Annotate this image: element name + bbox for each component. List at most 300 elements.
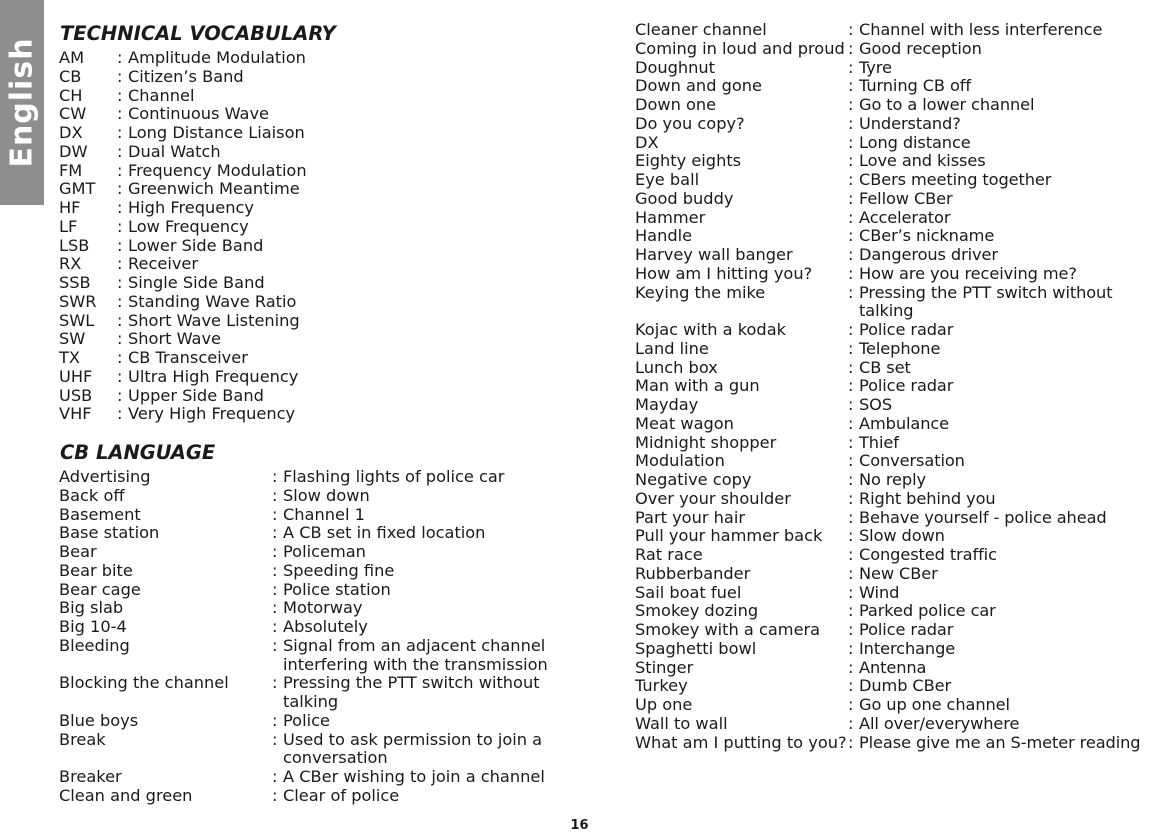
glossary-term: Kojac with a kodak — [635, 320, 786, 339]
glossary-definition: Accelerator — [859, 207, 951, 227]
glossary-separator: : — [848, 57, 854, 77]
glossary-term: Eye ball — [635, 170, 700, 189]
glossary-term: GMT — [59, 179, 96, 199]
glossary-entry — [59, 218, 328, 237]
glossary-separator: : — [848, 582, 854, 602]
glossary-entry — [59, 543, 588, 562]
glossary-term: CB — [59, 66, 82, 86]
glossary-term: Blue boys — [59, 710, 139, 730]
glossary-separator: : — [848, 395, 854, 414]
glossary-entry — [635, 209, 1159, 228]
glossary-separator: : — [848, 95, 854, 114]
glossary-term: UHF — [59, 366, 93, 386]
glossary-term: Clean and green — [59, 785, 193, 805]
glossary-definition: High Frequency — [128, 198, 254, 217]
glossary-entry — [59, 562, 588, 581]
glossary-separator: : — [848, 657, 854, 677]
glossary-definition: Channel — [128, 85, 195, 105]
glossary-term: Wall to wall — [635, 713, 728, 733]
glossary-separator: : — [117, 179, 123, 199]
glossary-separator: : — [848, 38, 854, 58]
glossary-term: FM — [59, 160, 83, 180]
glossary-entry — [635, 171, 1159, 190]
glossary-entry — [59, 255, 328, 274]
glossary-entry — [635, 340, 1159, 359]
glossary-entry — [635, 227, 1159, 246]
glossary-entry — [59, 674, 588, 712]
glossary-entry — [635, 59, 1159, 78]
glossary-term: Part your hair — [635, 507, 745, 527]
glossary-separator: : — [848, 638, 854, 658]
glossary-entry — [635, 715, 1159, 734]
glossary-entry — [59, 330, 328, 349]
glossary-separator: : — [848, 695, 854, 714]
glossary-entry — [635, 602, 1159, 621]
glossary-term: AM — [59, 48, 85, 67]
glossary-separator: : — [272, 523, 278, 543]
glossary-term: VHF — [59, 404, 92, 424]
glossary-term: Down one — [635, 95, 717, 114]
glossary-term: DX — [59, 123, 83, 142]
glossary-definition: Antenna — [859, 657, 927, 677]
glossary-definition: Pressing the PTT switch without talking — [283, 673, 540, 711]
glossary-entry — [635, 396, 1159, 415]
glossary-separator: : — [848, 320, 854, 339]
glossary-term: Turkey — [635, 676, 688, 696]
glossary-definition: Ultra High Frequency — [128, 366, 299, 386]
glossary-entry — [635, 640, 1159, 659]
glossary-definition: CB Transceiver — [128, 348, 248, 367]
glossary-separator: : — [848, 188, 854, 208]
glossary-separator: : — [848, 563, 854, 583]
glossary-separator: : — [117, 85, 123, 105]
glossary-entry — [59, 274, 328, 293]
glossary-definition: Receiver — [128, 254, 199, 274]
glossary-separator: : — [272, 504, 278, 524]
glossary-definition: Tyre — [859, 57, 892, 77]
glossary-definition: Long distance — [859, 132, 971, 152]
glossary-separator: : — [848, 357, 854, 377]
glossary-entry — [635, 359, 1159, 378]
glossary-separator: : — [848, 20, 854, 39]
glossary-term: Advertising — [59, 467, 151, 486]
glossary-definition: A CBer wishing to join a channel — [283, 767, 545, 786]
glossary-term: Sail boat fuel — [635, 582, 742, 602]
glossary-separator: : — [117, 385, 123, 405]
glossary-separator: : — [848, 470, 854, 489]
glossary-definition: Telephone — [859, 338, 941, 358]
glossary-entry — [59, 581, 588, 600]
glossary-term: SSB — [59, 273, 91, 292]
glossary-entry — [59, 293, 328, 312]
glossary-entry — [635, 734, 1159, 753]
glossary-term: CH — [59, 85, 83, 105]
glossary-term: LSB — [59, 235, 90, 255]
glossary-separator: : — [848, 76, 854, 96]
glossary-definition: A CB set in fixed location — [283, 523, 486, 543]
glossary-term: Lunch box — [635, 357, 718, 377]
glossary-entry — [635, 659, 1159, 678]
glossary-entry — [59, 180, 328, 199]
glossary-separator: : — [117, 123, 123, 142]
glossary-entry — [635, 377, 1159, 396]
glossary-separator: : — [117, 48, 123, 67]
glossary-term: Doughnut — [635, 57, 716, 77]
glossary-definition: No reply — [859, 470, 926, 489]
glossary-definition: Citizen’s Band — [128, 66, 244, 86]
glossary-definition: Short Wave — [128, 329, 222, 349]
glossary-entry — [635, 621, 1159, 640]
glossary-term: Break — [59, 729, 106, 749]
glossary-separator: : — [848, 151, 854, 171]
glossary-separator: : — [848, 601, 854, 621]
glossary-separator: : — [848, 170, 854, 189]
glossary-separator: : — [272, 560, 278, 580]
glossary-definition: Police radar — [859, 376, 954, 396]
glossary-term: Mayday — [635, 395, 699, 414]
glossary-separator: : — [117, 160, 123, 180]
glossary-definition: Dangerous driver — [859, 245, 998, 264]
glossary-separator: : — [272, 673, 278, 693]
glossary-term: Bleeding — [59, 635, 130, 655]
glossary-separator: : — [272, 579, 278, 599]
glossary-separator: : — [848, 676, 854, 696]
glossary-entry — [59, 237, 328, 256]
glossary-term: Cleaner channel — [635, 20, 767, 39]
glossary-definition: Behave yourself - police ahead — [859, 507, 1107, 527]
glossary-separator: : — [848, 263, 854, 283]
glossary-term: Land line — [635, 338, 709, 358]
glossary-definition: Understand? — [859, 113, 961, 133]
glossary-definition: Single Side Band — [128, 273, 265, 292]
glossary-definition: Speeding fine — [283, 560, 395, 580]
page-number: 16 — [570, 818, 589, 833]
glossary-definition: CB set — [859, 357, 911, 377]
glossary-definition: Channel with less interference — [859, 20, 1103, 39]
glossary-separator: : — [848, 620, 854, 639]
glossary-entry — [635, 546, 1159, 565]
glossary-term: Big 10-4 — [59, 617, 127, 636]
glossary-definition: Slow down — [283, 485, 370, 505]
glossary-entry — [59, 387, 328, 406]
glossary-separator: : — [848, 245, 854, 264]
glossary-separator: : — [117, 198, 123, 217]
glossary-term: Hammer — [635, 207, 706, 227]
glossary-definition: Policeman — [283, 542, 366, 561]
glossary-entry — [635, 96, 1159, 115]
glossary-term: Breaker — [59, 767, 122, 786]
glossary-entry — [59, 487, 588, 506]
glossary-definition: Love and kisses — [859, 151, 986, 171]
glossary-definition: Amplitude Modulation — [128, 48, 306, 67]
glossary-entry — [59, 731, 588, 769]
glossary-entry — [59, 87, 328, 106]
glossary-entry — [635, 115, 1159, 134]
glossary-separator: : — [272, 467, 278, 486]
glossary-entry — [59, 349, 328, 368]
glossary-term: Over your shoulder — [635, 488, 791, 508]
glossary-separator: : — [272, 767, 278, 786]
glossary-definition: Used to ask permission to join a conversation — [283, 729, 543, 768]
glossary-separator: : — [272, 542, 278, 561]
glossary-definition: Pressing the PTT switch without talking — [859, 282, 1113, 321]
glossary-separator: : — [117, 216, 123, 236]
glossary-term: Negative copy — [635, 470, 752, 489]
glossary-entry — [59, 506, 588, 525]
glossary-entry — [59, 124, 328, 143]
glossary-term: LF — [59, 216, 78, 236]
glossary-separator: : — [117, 273, 123, 292]
glossary-separator: : — [848, 132, 854, 152]
glossary-term: Smokey dozing — [635, 601, 759, 621]
glossary-term: Meat wagon — [635, 413, 734, 433]
glossary-separator: : — [117, 66, 123, 86]
technical-vocabulary-heading: TECHNICAL VOCABULARY — [60, 22, 336, 45]
glossary-separator: : — [848, 507, 854, 527]
glossary-entry — [59, 49, 328, 68]
glossary-separator: : — [117, 254, 123, 274]
glossary-definition: Parked police car — [859, 601, 996, 621]
glossary-definition: Congested traffic — [859, 545, 997, 564]
glossary-term: Blocking the channel — [59, 673, 229, 693]
glossary-term: What am I putting to you? — [635, 732, 847, 752]
glossary-definition: Dual Watch — [128, 141, 221, 161]
glossary-definition: Flashing lights of police car — [283, 467, 505, 486]
glossary-definition: Ambulance — [859, 413, 950, 433]
glossary-definition: Police — [283, 710, 330, 730]
glossary-separator: : — [117, 310, 123, 330]
glossary-entry — [59, 712, 588, 731]
glossary-separator: : — [272, 729, 278, 749]
cb-language-list-left — [59, 468, 588, 806]
glossary-definition: CBer’s nickname — [859, 226, 995, 246]
glossary-definition: SOS — [859, 395, 892, 414]
glossary-term: Eighty eights — [635, 151, 742, 171]
glossary-separator: : — [848, 713, 854, 733]
glossary-separator: : — [272, 617, 278, 636]
glossary-entry — [635, 265, 1159, 284]
glossary-entry — [59, 162, 328, 181]
glossary-separator: : — [848, 338, 854, 358]
glossary-separator: : — [848, 413, 854, 433]
glossary-entry — [635, 190, 1159, 209]
glossary-definition: Fellow CBer — [859, 188, 953, 208]
glossary-entry — [635, 452, 1159, 471]
glossary-term: CW — [59, 104, 87, 124]
glossary-term: HF — [59, 198, 81, 217]
glossary-definition: Police radar — [859, 620, 954, 639]
glossary-separator: : — [117, 291, 123, 311]
glossary-entry — [59, 524, 588, 543]
glossary-term: Keying the mike — [635, 282, 766, 302]
glossary-entry — [59, 787, 588, 806]
glossary-definition: Right behind you — [859, 488, 996, 508]
glossary-separator: : — [848, 113, 854, 133]
glossary-term: RX — [59, 254, 82, 274]
glossary-separator: : — [117, 104, 123, 124]
glossary-definition: Conversation — [859, 451, 965, 471]
glossary-term: Stinger — [635, 657, 694, 677]
glossary-definition: Continuous Wave — [128, 104, 269, 124]
glossary-entry — [635, 77, 1159, 96]
glossary-definition: Signal from an adjacent channel interfering with the transmission — [283, 635, 548, 674]
glossary-term: How am I hitting you? — [635, 263, 813, 283]
glossary-term: Rubberbander — [635, 563, 751, 583]
glossary-term: Man with a gun — [635, 376, 760, 396]
glossary-separator: : — [848, 207, 854, 227]
glossary-term: Rat race — [635, 545, 703, 564]
glossary-term: Pull your hammer back — [635, 526, 823, 546]
glossary-separator: : — [272, 785, 278, 805]
cb-language-list-right — [635, 21, 1159, 752]
cb-language-heading: CB LANGUAGE — [60, 441, 216, 464]
glossary-entry — [635, 490, 1159, 509]
glossary-entry — [635, 134, 1159, 153]
glossary-definition: Go up one channel — [859, 695, 1010, 714]
glossary-separator: : — [848, 488, 854, 508]
glossary-term: Do you copy? — [635, 113, 745, 133]
glossary-definition: Thief — [859, 432, 899, 452]
glossary-entry — [635, 584, 1159, 603]
glossary-entry — [59, 768, 588, 787]
glossary-term: SWR — [59, 291, 97, 311]
glossary-definition: Turning CB off — [859, 76, 971, 96]
glossary-separator: : — [848, 376, 854, 396]
glossary-definition: Wind — [859, 582, 900, 602]
glossary-entry — [635, 152, 1159, 171]
glossary-term: Coming in loud and proud — [635, 38, 845, 58]
glossary-entry — [635, 677, 1159, 696]
glossary-definition: Frequency Modulation — [128, 160, 307, 180]
glossary-definition: Slow down — [859, 526, 945, 546]
glossary-term: Bear — [59, 542, 97, 561]
glossary-term: Up one — [635, 695, 693, 714]
glossary-separator: : — [117, 348, 123, 367]
glossary-separator: : — [848, 451, 854, 471]
glossary-definition: Lower Side Band — [128, 235, 264, 255]
glossary-separator: : — [117, 235, 123, 255]
glossary-term: Bear bite — [59, 560, 133, 580]
glossary-entry — [59, 405, 328, 424]
glossary-term: Bear cage — [59, 579, 141, 599]
glossary-separator: : — [117, 404, 123, 424]
glossary-term: SWL — [59, 310, 95, 330]
glossary-term: Big slab — [59, 598, 124, 618]
glossary-entry — [635, 471, 1159, 490]
glossary-definition: Very High Frequency — [128, 404, 296, 424]
glossary-term: Midnight shopper — [635, 432, 777, 452]
language-tab — [0, 0, 44, 205]
glossary-separator: : — [272, 635, 278, 655]
glossary-separator: : — [117, 366, 123, 386]
glossary-definition: Low Frequency — [128, 216, 249, 236]
glossary-separator: : — [848, 732, 854, 752]
language-tab-label: English — [4, 37, 40, 168]
glossary-entry — [59, 618, 588, 637]
glossary-entry — [635, 246, 1159, 265]
glossary-entry — [635, 434, 1159, 453]
glossary-term: Spaghetti bowl — [635, 638, 757, 658]
glossary-entry — [59, 637, 588, 675]
glossary-entry — [635, 696, 1159, 715]
glossary-term: Good buddy — [635, 188, 734, 208]
glossary-term: Basement — [59, 504, 141, 524]
glossary-definition: Short Wave Listening — [128, 310, 300, 330]
glossary-definition: Greenwich Meantime — [128, 179, 300, 199]
glossary-entry — [635, 21, 1159, 40]
glossary-term: SW — [59, 329, 86, 349]
glossary-separator: : — [272, 598, 278, 618]
glossary-entry — [635, 509, 1159, 528]
glossary-separator: : — [272, 485, 278, 505]
glossary-definition: Upper Side Band — [128, 385, 264, 405]
glossary-separator: : — [848, 432, 854, 452]
glossary-definition: Go to a lower channel — [859, 95, 1035, 114]
glossary-definition: Good reception — [859, 38, 982, 58]
glossary-term: Handle — [635, 226, 693, 246]
glossary-entry — [59, 368, 328, 387]
glossary-definition: Clear of police — [283, 785, 400, 805]
glossary-entry — [635, 527, 1159, 546]
glossary-definition: All over/everywhere — [859, 713, 1020, 733]
glossary-entry — [59, 143, 328, 162]
glossary-definition: Absolutely — [283, 617, 368, 636]
glossary-definition: Channel 1 — [283, 504, 365, 524]
glossary-definition: Motorway — [283, 598, 363, 618]
glossary-term: DX — [635, 132, 659, 152]
glossary-term: TX — [59, 348, 80, 367]
glossary-term: Back off — [59, 485, 125, 505]
glossary-entry — [59, 68, 328, 87]
glossary-entry — [59, 312, 328, 331]
glossary-term: Smokey with a camera — [635, 620, 821, 639]
glossary-definition: Dumb CBer — [859, 676, 952, 696]
glossary-definition: Police radar — [859, 320, 954, 339]
glossary-definition: Standing Wave Ratio — [128, 291, 297, 311]
glossary-separator: : — [848, 282, 854, 302]
glossary-entry — [635, 284, 1159, 322]
glossary-entry — [59, 599, 588, 618]
glossary-term: Down and gone — [635, 76, 763, 96]
glossary-entry — [635, 40, 1159, 59]
glossary-definition: Police station — [283, 579, 391, 599]
glossary-separator: : — [272, 710, 278, 730]
glossary-separator: : — [117, 329, 123, 349]
glossary-definition: How are you receiving me? — [859, 263, 1077, 283]
glossary-separator: : — [117, 141, 123, 161]
glossary-definition: Long Distance Liaison — [128, 123, 305, 142]
glossary-term: Base station — [59, 523, 160, 543]
glossary-term: DW — [59, 141, 88, 161]
glossary-entry — [635, 415, 1159, 434]
glossary-term: Modulation — [635, 451, 725, 471]
glossary-definition: New CBer — [859, 563, 938, 583]
glossary-term: USB — [59, 385, 93, 405]
technical-vocabulary-list — [59, 49, 328, 424]
glossary-separator: : — [848, 226, 854, 246]
glossary-definition: Please give me an S-meter reading — [859, 732, 1141, 752]
glossary-definition: CBers meeting together — [859, 170, 1052, 189]
glossary-definition: Interchange — [859, 638, 956, 658]
glossary-entry — [59, 199, 328, 218]
glossary-entry — [635, 565, 1159, 584]
glossary-entry — [635, 321, 1159, 340]
glossary-term: Harvey wall banger — [635, 245, 793, 264]
glossary-separator: : — [848, 545, 854, 564]
glossary-separator: : — [848, 526, 854, 546]
glossary-entry — [59, 468, 588, 487]
glossary-entry — [59, 105, 328, 124]
